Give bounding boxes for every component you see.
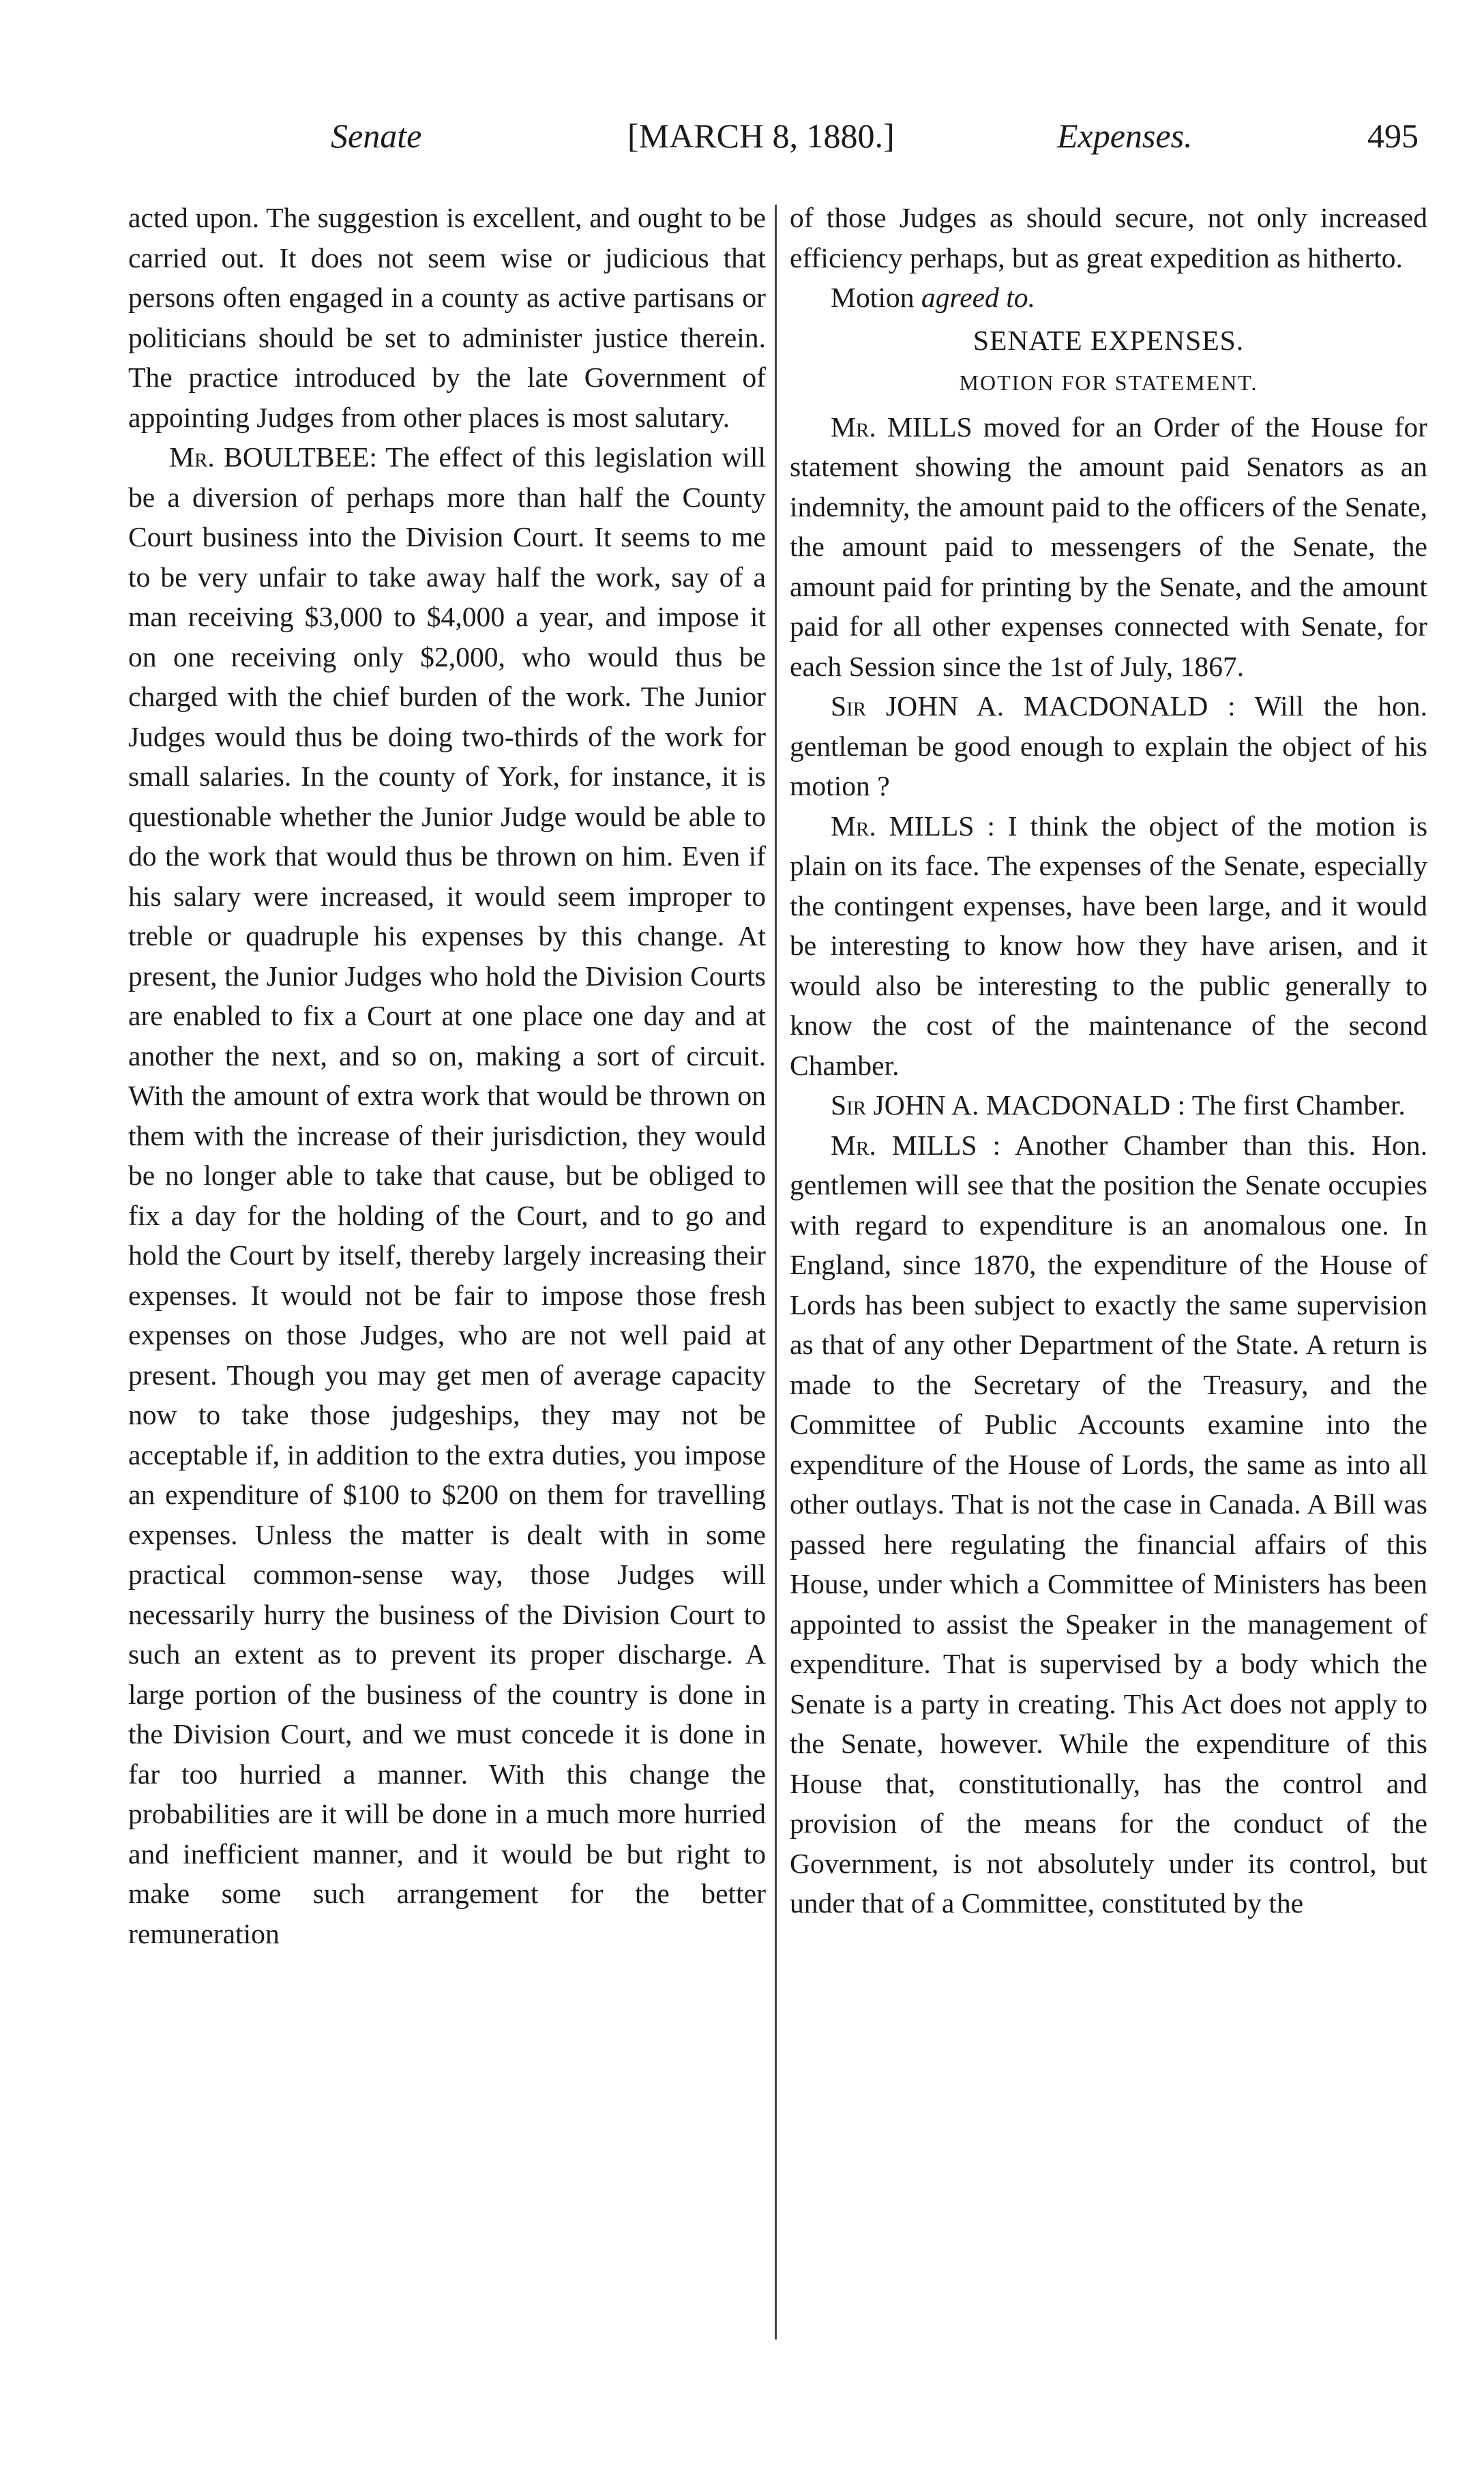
speaker-name: Sir JOHN A. MACDONALD bbox=[831, 690, 1208, 722]
page-header bbox=[136, 116, 1419, 171]
header-date: [MARCH 8, 1880.] bbox=[627, 117, 895, 155]
speech-text: moved for an Order of the House for statement showing the amount paid Senators as an indemnity, the amount paid to the officers of the Senate, the amount paid to messengers of the Senate, the amount paid for printing by the Senate, and the amount paid for all other expenses connected with Senate, for each Session since the 1st of July, 1867. bbox=[790, 411, 1427, 682]
column-divider bbox=[775, 205, 777, 2339]
speech-text: : Another Chamber than this. Hon. gentlemen will see that the position the Senate occupies with regard to expenditure is an anomalous one. In England, since 1870, the expenditure of the House of Lords has been subject to exactly the same supervision as that of any other Department of the State. A return is made to the Secretary of the Treasury, and the Committee of Public Accounts examine into the expenditure of the House of Lords, the same as into all other outlays. That is not the case in Canada. A Bill was passed here regulating the financial affairs of this House, under which a Committee of Ministers has been appointed to assist the Speaker in the management of expenditure. That is supervised by a body which the Senate is a party in creating. This Act does not apply to the Senate, however. While the expenditure of this House that, constitutionally, has the control and provision of the means for the conduct of the Government, is not absolutely under its control, but under that of a Committee, constituted by the bbox=[790, 1129, 1427, 1919]
speaker-name: Mr. MILLS bbox=[831, 810, 975, 842]
speech-text: The effect of this legislation will be a diversion of perhaps more than half the County Court business into the Division Court. It seems to me to be very unfair to take away half the work, say of a man receiving $3,000 to $4,000 a year, and impose it on one receiving only $2,000, who would thus be charged with the chief burden of the work. The Junior Judges would thus be doing two-thirds of the work for small salaries. In the county of York, for instance, it is questionable whether the Junior Judge would be able to do the work that would thus be thrown on him. Even if his salary were increased, it would seem improper to treble or quadruple his expenses by this change. At present, the Junior Judges who hold the Division Courts are enabled to fix a Court at one place one day and at another the next, and so on, making a sort of circuit. With the amount of extra work that would be thrown on them with the increase of their jurisdiction, they would be no longer able to take that cause, but be obliged to fix a day for the holding of the Court, and to go and hold the Court by itself, thereby largely increasing their expenses. It would not be fair to impose those fresh expenses on those Judges, who are not well paid at present. Though you may get men of average capacity now to take those judgeships, they may not be acceptable if, in addition to the extra duties, you impose an expenditure of $100 to $200 on them for travelling expenses. Unless the matter is dealt with in some practical common-sense way, those Judges will necessarily hurry the business of the Division Court to such an extent as to prevent its proper discharge. A large portion of the business of the country is done in the Division Court, and we must concede it is done in far too hurried a manner. With this change the probabilities are it will be done in a much more hurried and inefficient manner, and it would be but right to make some such arrangement for the better remuneration bbox=[128, 441, 766, 1949]
motion-outcome: agreed to. bbox=[921, 282, 1035, 313]
header-section: Senate bbox=[331, 117, 422, 155]
speech-text: : I think the object of the motion is plain on its face. The expenses of the Senate, especially the contingent expenses, have been large, and it would be interesting to know how they have arisen, and it would also be interesting to the public generally to know the cost of the maintenance of the second Chamber. bbox=[790, 810, 1427, 1081]
section-title: SENATE EXPENSES. bbox=[973, 324, 1245, 356]
speech-text: : Will the hon. gentleman be good enough to explain the object of his motion ? bbox=[790, 690, 1427, 801]
section-subtitle: MOTION FOR STATEMENT. bbox=[959, 370, 1258, 395]
paragraph bbox=[790, 1085, 1427, 1125]
speech-text: : The first Chamber. bbox=[1170, 1089, 1406, 1121]
speaker-name: Mr. BOULTBEE: bbox=[169, 441, 377, 473]
paragraph bbox=[128, 437, 766, 1953]
paragraph: of those Judges as should secure, not only increased efficiency perhaps, but as great expedition as hitherto. bbox=[790, 202, 1427, 274]
speaker-name: Mr. MILLS bbox=[831, 1129, 977, 1161]
speaker-name: Sir JOHN A. MACDONALD bbox=[831, 1089, 1171, 1121]
right-column bbox=[790, 198, 1427, 2408]
paragraph bbox=[790, 407, 1427, 687]
paragraph bbox=[790, 806, 1427, 1086]
header-topic: Expenses. bbox=[1057, 117, 1193, 155]
paragraph bbox=[790, 686, 1427, 806]
page-number: 495 bbox=[1367, 117, 1419, 155]
paragraph: acted upon. The suggestion is excellent, and ought to be carried out. It does not seem wise or judicious that persons often engaged in a county as active partisans or politicians should be set to administer justice therein. The practice introduced by the late Government of appointing Judges from other places is most salutary. bbox=[128, 202, 766, 433]
motion-label: Motion bbox=[831, 282, 921, 313]
speaker-name: Mr. MILLS bbox=[831, 411, 973, 443]
left-column bbox=[128, 198, 766, 2408]
paragraph bbox=[790, 1125, 1427, 1923]
motion-result bbox=[790, 278, 1427, 318]
